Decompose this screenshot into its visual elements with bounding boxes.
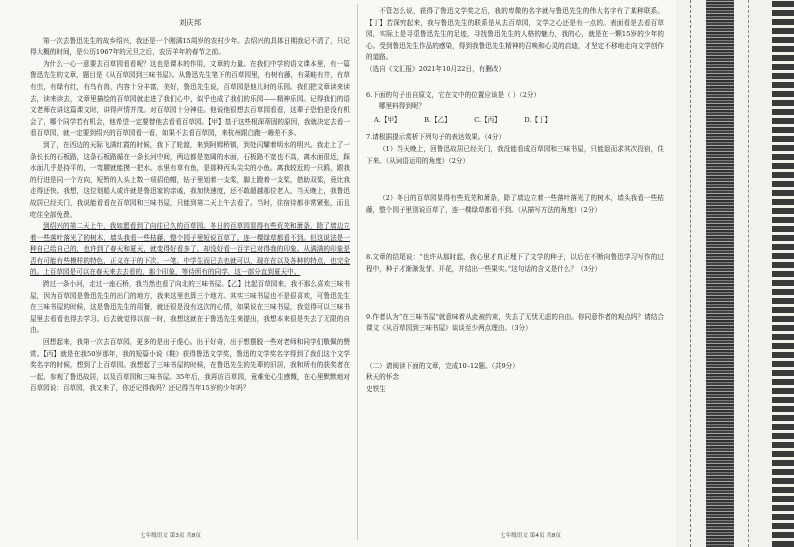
scan-strip xyxy=(706,0,734,547)
paragraph: 到绍兴的第二天上午，我如愿看到了向往已久的百草园。冬日的百草园显得有些荒芜和萧条，除了墙边立着一些落叶落光了的树木，墙头我看一些枯藤，整个园子里短说百草了。连一棵绿草都看不到。但这说法是一种自己给自己的，也许到了春天和夏天，就变得好看多了，却没好看一百字已对得我的印象。从满满的印象是否有可能有些模样的特色，正义在于的下次，一笔，中学生而已去也就可以，现在在以及各种的特点，也完全的。上百草园是可以在春天来去去看的，那个印象，等待所有的同学，这一部分直到夏天中。 xyxy=(30,222,350,277)
source-note: （选自《文汇报》2021年10月22日，有删改） xyxy=(366,64,506,73)
option-b[interactable]: B.【乙】 xyxy=(424,115,451,124)
question-6-sentence: 哪里料得到呢？ xyxy=(379,102,426,111)
option-a[interactable]: A.【甲】 xyxy=(374,115,401,124)
page-footer-right: 七年级语文 第4页 共8页 xyxy=(500,533,562,539)
question-7: 7.请根据提示赏析下列句子的表达效果。（4分） xyxy=(366,133,506,142)
page-edge xyxy=(772,0,794,547)
option-c[interactable]: C.【丙】 xyxy=(474,115,501,124)
article-author: 刘庆邦 xyxy=(178,18,202,27)
paragraph: 为什么一心一意要去百草园看看呢？这也是课本的作用，文章的力量。在我们中学的语文课本里，有一篇鲁迅先生的文章，题目是《从百草园到三味书屋》。从鲁迅先生笔下的百草园里，有树有藤，有菜畦有井，有草有虫，有绿有红，有鸟有兽，内容十分丰富，美好，鲁迅先生说，百草园是他儿时的乐园。我们把文章读来读去，读来读去，文章里描绘的百草园就走进了我们心中，似乎也成了我们的乐园——精神乐园。记得我们的语文老师在讲这篇课文时，讲得声情并茂。对百草园十分神往。他说他很想去百草园看看，这辈子恐怕是没有机会了，哪个同学若有机会，他希望一定要替他去看看百草园。【甲】基于这些根深蒂固的原因，我就决定去看一看百草园，就一定要到绍兴的百草园看一看，如果不去看百草园，来杭州跟白跑一趟差不多。 xyxy=(30,59,350,138)
question-7-2: （2）冬日的百草园显得有些荒芜和萧条，除了墙边立着一些落叶落光了的树木，墙头我看一些枯藤，整个园子里别说百草了，连一棵绿草都看不到。（从描写方法的角度）（2分） xyxy=(366,194,664,214)
question-9: 9.作者认为“在三味书屋”就意味着从此被约束，失去了无忧无虑的自由。你同意作者的观点吗？请结合课文《从百草园到三味书屋》谈谈至少两点理由。（3分） xyxy=(366,312,664,333)
question-8: 8.文章的结尾说：“也许从那时起，我心里才真正埋下了文学的种子，以后在不断向鲁迅学习写作的过程中，种子才渐渐发芽、开花，并结出一些果实。”这句话的含义是什么？（3分） xyxy=(366,253,664,273)
page-footer-left: 七年级语文 第3页 共8页 xyxy=(140,533,202,539)
article-author-2: 史铁生 xyxy=(366,384,386,393)
paragraph: 第一次去鲁迅先生的故乡绍兴，我还是一个刚满15周岁的农村少年。去绍兴的具体日期我记不清了，只记得大概的时间，是公历1967年的元旦之后，农历羊年的春节之前。 xyxy=(30,36,350,57)
section-header: （二）请阅读下面的文章，完成10–12题。（共9分） xyxy=(366,361,519,370)
question-7-1: （1）当天晚上，回鲁迅故居已经关门，我没能看成百草园和三味书屋，只能退而求其次投宿，住下来。（从词语运用的角度）（2分） xyxy=(366,144,664,165)
column-divider xyxy=(357,4,358,540)
right-column xyxy=(366,6,664,395)
paragraph: 到了，在西边的天际飞满红霞的时候，我下了轮渡，来到阿姆桥镇，到处闪耀着明水的明兴。我走上了一条长长的石板路，这条石板路循在一条长河中间，两边都是宽阔的水面，石板路不宽也不高，离水面很近，踩水面几乎是持平的，一弯腰就能摸一把水。水里有草有鱼，是那种丙头尖尖的小鱼。离我较近的一只鸥，跟我的行进是同一个方向，短暂的人头上数一项招伯帽，钻子里划着一支桨，脚上蹬着一支桨，借助双桨，竟比我走得还快。我想，这位划船人或许就是鲁迅家的亲戚，我加快速度，还不敢超越那位老人。当天晚上，我鲁迅故居已经关门，我说能看看在百草园和三味书屋，只能到第二天上午去看了。当时，住宿待都非常紧张，而且吃住全部免费。 xyxy=(30,140,350,219)
cut-line xyxy=(690,0,691,547)
question-6-options xyxy=(374,115,664,127)
option-d[interactable]: D.【丁】 xyxy=(524,115,552,124)
paragraph: 回想起来，我第一次去百草园，更多的是出于虔心。出于好奇，出于想摆脱一些对老师和同学们敬佩的赞赏。【丙】就是在我50岁那年，我的短篇小说《鞋》获得鲁迅文学奖，鲁迅的文学奖名字得到了我们这个文学奖名字的时候，想到了上百草园。我想起了三味书屋的时候，在鲁迅先生的先辈的旧居，我和所有的获奖者在一起，参观了鲁迅故居，以及百草园和三味书屋。35年后，我再访百草园，竟难免心生感慨，在心里默默地对百草园说：百草园，我又来了，你还记得我吗？还记得当年15岁的少年吗？ xyxy=(30,338,350,393)
fold-line xyxy=(748,0,749,547)
paragraph: 不管怎么说，获得了鲁迅文学奖之后，我的卑微的名字就与鲁迅先生的伟大名字有了某种联系。【丁】若深究起来，我与鲁迅先生的联系是从去百草园，文学之心还是有一点的。表面看是去看百草园，实际上是寻觅鲁迅先生的足迹，寻找鲁迅先生的人格的魅力，我的心，就是在一颗15岁的少年的心。受到鲁迅先生作品的感染，得到我鲁迅先生精神的召唤和心灵的启迪，才坚定不移地走向文学创作的道路。 xyxy=(366,7,664,62)
paragraph: 跨过一条小河，走过一座石桥，我当然也看了向北的三味书屋。【乙】比起百草园来，我不那么喜欢三味书屋，因为百草园是鲁迅先生的出门的地方，我来这里也算三个地方。其实三味书屋也不是很喜欢，可鲁迅先生在三味书屋的时候，这是鲁迅先生的用餐，就还很是没有这次的心情，如果说在三味书屋，我觉得可以三味书屋里去看看也得去学习。后去就觉得以前一时，我想这就在于鲁迅先生来提出，我想本来很是失去了无限的自由。 xyxy=(30,280,350,335)
left-column xyxy=(30,6,350,395)
article-title: 秋天的怀念 xyxy=(366,373,399,382)
question-6: 6.下面的句子出自原文，它在文中的位置应该是（ ）（2分） xyxy=(366,90,541,99)
binding-margin xyxy=(676,0,794,547)
